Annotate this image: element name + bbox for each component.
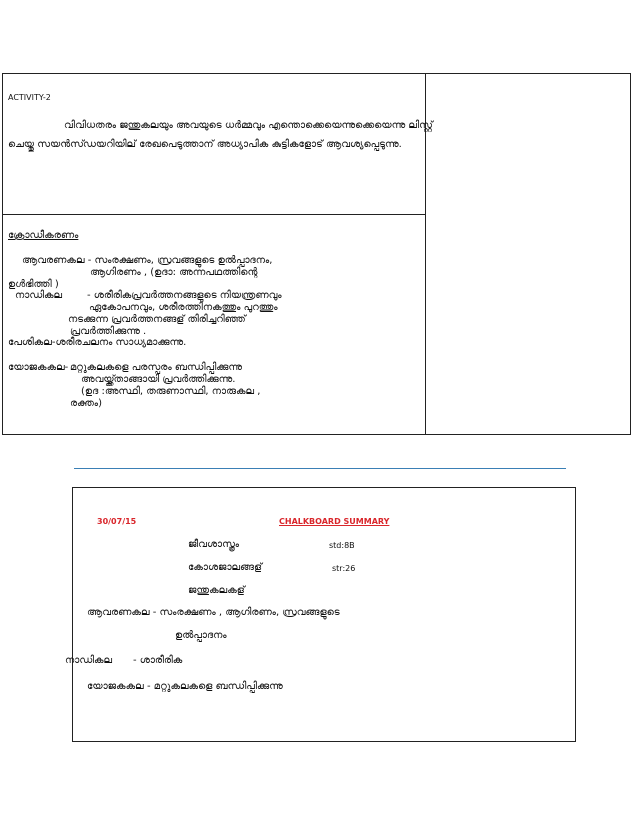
summary-subtopic: ജന്തുകലകള്: [188, 585, 245, 596]
consolidation-line: മറ്റുകലകളെ പരസ്പരം ബന്ധിപ്പിക്കുന്നു: [70, 362, 243, 373]
consolidation-line: രക്തം): [70, 398, 102, 409]
consolidation-heading: ക്രോഡീകരണം: [8, 230, 79, 241]
summary-line: നാഡികല: [65, 655, 113, 666]
consolidation-line: ആവരണകല - സംരക്ഷണം, സ്രവങ്ങളുടെ ഉൽപ്പാദനം,: [22, 255, 273, 266]
consolidation-line: പ്രവർത്തിക്കുന്നു .: [70, 326, 147, 337]
separator-line: [74, 468, 566, 469]
summary-topic: കോശജാലങ്ങള്: [188, 562, 263, 573]
summary-str: str:26: [332, 564, 356, 573]
summary-line: യോജകകല: [87, 681, 144, 692]
activity-text-line1: വിവിധതരം ജന്തുകലയും അവയുടെ ധർമ്മവും എന്തൊക്കെയെന്നുക്കെയെന്നു ലിസ്റ്റ്: [64, 120, 433, 131]
consolidation-line: നാഡികല: [15, 290, 63, 301]
activity-table: [2, 73, 631, 435]
summary-date: 30/07/15: [97, 517, 137, 526]
summary-title: CHALKBOARD SUMMARY: [279, 517, 390, 526]
consolidation-line: ഉൾഭിത്തി ): [8, 279, 59, 290]
consolidation-line: - ശരീരികപ്രവർത്തനങ്ങളുടെ നിയന്ത്രണവും: [87, 290, 282, 301]
summary-line: - ശാരീരിക: [133, 655, 183, 666]
consolidation-line: ഏകോപനവും, ശരീരത്തിനകത്തും പുറത്തും: [89, 302, 278, 313]
summary-line: - മറ്റുകലകളെ ബന്ധിപ്പിക്കുന്നു: [147, 681, 283, 692]
consolidation-line: പേശികല-ശരീരചലനം സാധ്യമാക്കുന്നു.: [8, 337, 187, 348]
activity-text-line2: ചെയ്തു സയൻസ്ഡയറിയില് രേഖപെടുത്താന് അധ്യാപിക കുട്ടികളോട് ആവശ്യപ്പെടുന്നു.: [8, 139, 402, 150]
summary-line: ആവരണകല - സംരക്ഷണം , ആഗിരണം, സ്രവങ്ങളുടെ: [87, 607, 340, 618]
consolidation-line: (ഉദ :അസ്ഥി, തരുണാസ്ഥി, നാരുകല ,: [81, 386, 261, 397]
consolidation-line: യോജകകല-: [8, 362, 69, 373]
consolidation-line: അവയ്ക്ക്താങ്ങായി പ്രവർത്തിക്കുന്നു.: [81, 374, 236, 385]
summary-std: std:8B: [329, 541, 355, 550]
activity-heading: ACTIVITY-2: [8, 93, 51, 102]
summary-subject: ജീവശാസ്ത്രം: [188, 539, 240, 550]
chalkboard-summary-box: [65, 487, 576, 742]
summary-line: ഉൽപ്പാദനം: [175, 630, 227, 641]
row-divider: [3, 214, 426, 215]
consolidation-line: ആഗിരണം , (ഉദാ: അന്നപഥത്തിന്റെ: [90, 267, 258, 278]
consolidation-line: നടക്കുന്ന പ്രവർത്തനങ്ങള് തിരിച്ചറിഞ്ഞ്: [68, 314, 246, 325]
